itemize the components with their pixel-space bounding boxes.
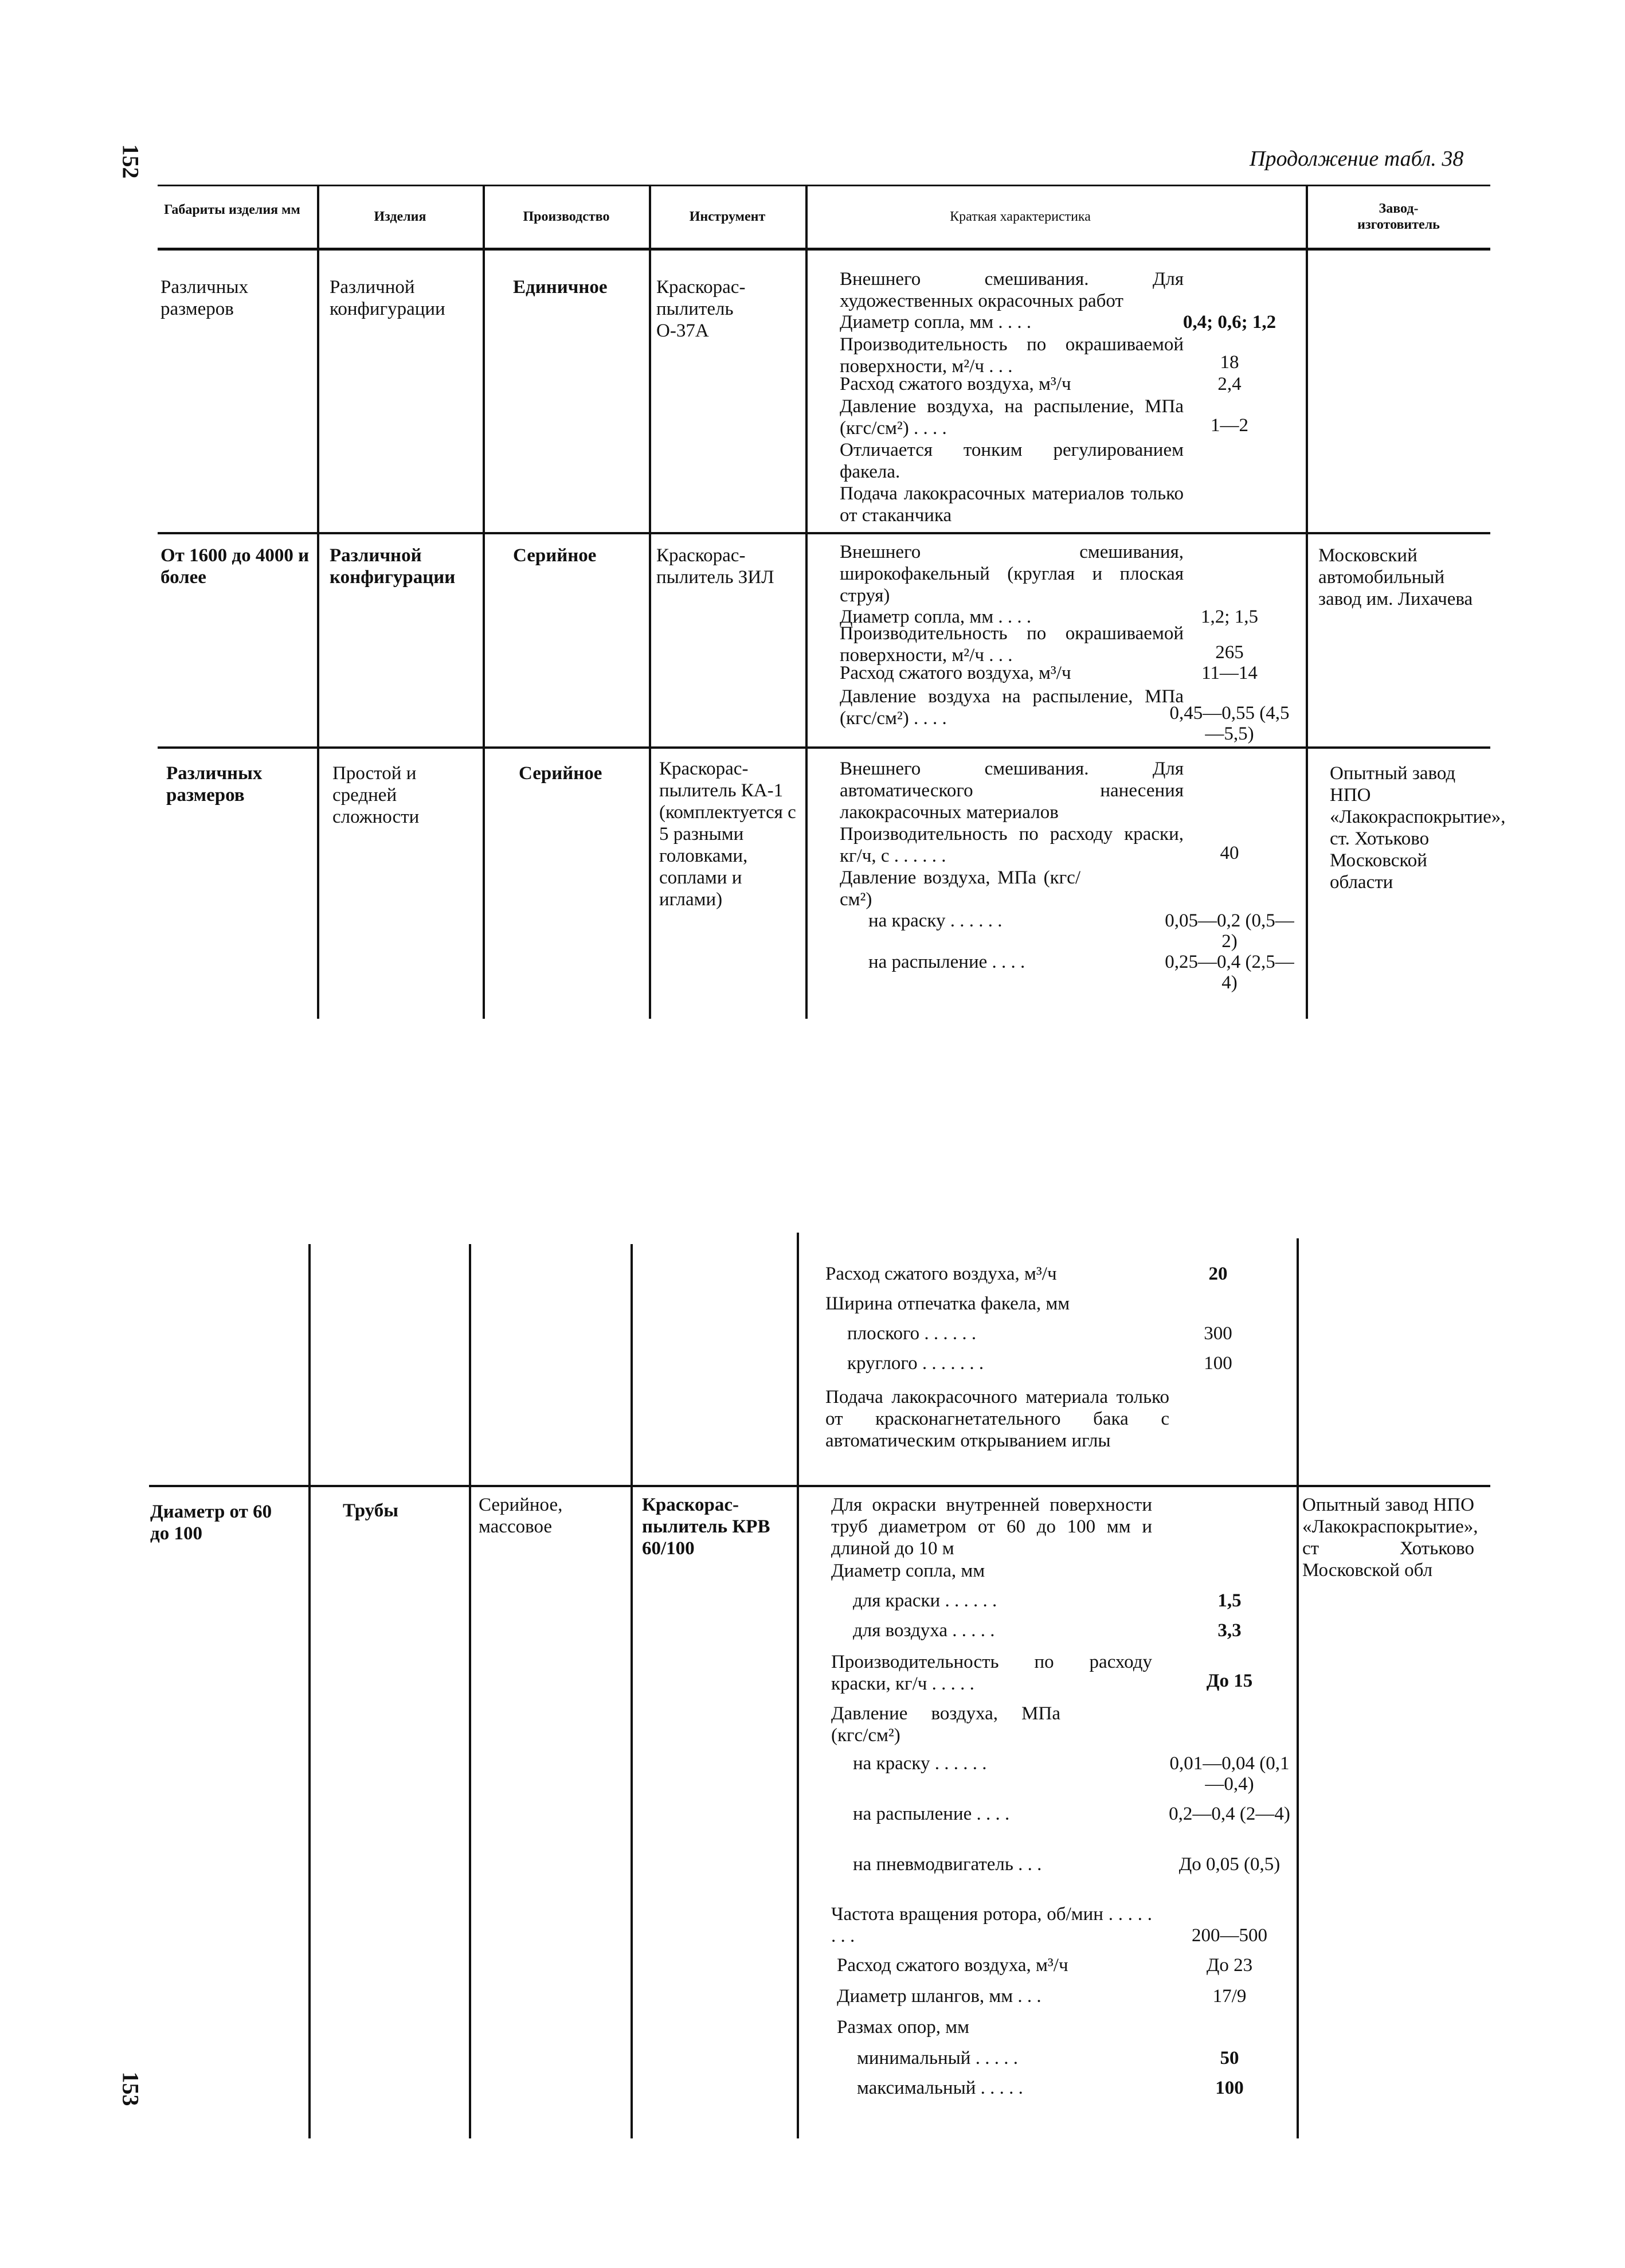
row1-value-productivity: 18 <box>1220 352 1239 373</box>
row2-value-productivity: 265 <box>1215 642 1244 663</box>
row4-production: Серийное, массовое <box>479 1495 563 1537</box>
row4-value-span-min: 50 <box>1220 2048 1239 2068</box>
lower-col-divider-2 <box>469 1244 471 2138</box>
row1-note-torch: Отличается тонким регулированием факела. <box>840 440 1184 482</box>
cont-value-air-flow: 20 <box>1208 1264 1228 1284</box>
cont-value-round: 100 <box>1204 1353 1232 1374</box>
row4-value-nozzle-paint: 1,5 <box>1217 1590 1242 1611</box>
row4-label-productivity: Производительность по расходу краски, кг/ч . . . . . <box>831 1652 1152 1694</box>
row1-value-nozzle: 0,4; 0,6; 1,2 <box>1182 312 1276 333</box>
row4-label-air-flow: Расход сжатого воздуха, м³/ч <box>837 1955 1068 1976</box>
col-divider-4 <box>805 185 808 1019</box>
header-dimensions: Габариты изделия мм <box>164 202 300 217</box>
row3-manufacturer: Опытный завод НПО «Лакокраспокрытие», ст. Хотьково Московской области <box>1330 763 1506 893</box>
row4-value-rotation: 200—500 <box>1192 1925 1267 1946</box>
header-top-rule <box>158 185 1490 186</box>
table-continuation-title: Продолжение табл. 38 <box>1250 147 1464 171</box>
row3-desc-intro: Внешнего смешивания. Для автоматического нанесения лакокрасочных материалов <box>840 758 1184 823</box>
row2-label-nozzle: Диаметр сопла, мм . . . . <box>840 607 1032 627</box>
row4-label-nozzle-air: для воздуха . . . . . <box>853 1620 995 1641</box>
header-tool: Инструмент <box>689 209 766 224</box>
row1-label-pressure: Давление воздуха, на распыление, МПа (кгс/см²) . . . . <box>840 396 1184 439</box>
col-divider-1 <box>317 185 319 1019</box>
header-characteristic: Краткая характеристика <box>950 209 1091 224</box>
row1-note-feed: Подача лакокрасочных материалов только от стаканчика <box>840 483 1184 526</box>
row2-value-air-flow: 11—14 <box>1201 663 1258 683</box>
row3-value-pressure-spray: 0,25—0,4 (2,5—4) <box>1165 952 1294 993</box>
row3-products: Простой и средней сложности <box>332 763 420 827</box>
lower-col-divider-4 <box>797 1233 799 2138</box>
row4-value-nozzle-air: 3,3 <box>1217 1620 1242 1641</box>
row1-label-productivity: Производительность по окрашиваемой поверхности, м²/ч . . . <box>840 334 1184 377</box>
row4-value-pressure-motor: До 0,05 (0,5) <box>1178 1854 1281 1875</box>
row4-tool: Краскорас-пылитель КРВ 60/100 <box>642 1495 770 1559</box>
row3-value-pressure-paint: 0,05—0,2 (0,5—2) <box>1165 910 1294 952</box>
row1-value-air-flow: 2,4 <box>1217 374 1242 394</box>
cont-label-air-flow: Расход сжатого воздуха, м³/ч <box>825 1264 1057 1284</box>
row4-value-hoses: 17/9 <box>1212 1986 1247 2007</box>
row3-label-pressure-paint: на краску . . . . . . <box>868 910 1003 931</box>
row2-value-pressure: 0,45—0,55 (4,5—5,5) <box>1169 703 1290 744</box>
row1-label-air-flow: Расход сжатого воздуха, м³/ч <box>840 374 1071 394</box>
row4-label-span: Размах опор, мм <box>837 2017 970 2038</box>
row3-dimensions: Различных размеров <box>166 763 263 805</box>
page-number-bottom: 153 <box>118 2071 144 2106</box>
row4-dimensions: Диаметр от 60 до 100 <box>150 1501 272 1544</box>
row4-value-pressure-paint: 0,01—0,04 (0,1—0,4) <box>1169 1753 1290 1794</box>
row3-label-pressure: Давление воздуха, МПа (кгс/см²) <box>840 867 1080 910</box>
cont-label-spray-width: Ширина отпечатка факела, мм <box>825 1293 1070 1314</box>
cont-note-feed: Подача лакокрасочного материала только от красконагнетательного бака с автоматическим открыванием иглы <box>825 1387 1169 1451</box>
row2-label-productivity: Производительность по окрашиваемой поверхности, м²/ч . . . <box>840 623 1184 666</box>
row3-label-productivity: Производительность по расходу краски, кг/ч, с . . . . . . <box>840 824 1184 866</box>
row-rule-1 <box>158 532 1490 534</box>
header-products: Изделия <box>374 209 426 224</box>
header-production: Производство <box>523 209 610 224</box>
row2-production: Серийное <box>513 545 597 566</box>
row2-desc-intro: Внешнего смешивания, широкофакельный (круглая и плоская струя) <box>840 542 1184 606</box>
cont-label-flat: плоского . . . . . . <box>847 1323 977 1344</box>
header-manufacturer: Завод-изготовитель <box>1357 201 1440 232</box>
row2-products: Различной конфигурации <box>330 545 456 588</box>
row4-label-span-min: минимальный . . . . . <box>857 2048 1018 2068</box>
row2-label-pressure: Давление воздуха на распыление, МПа (кгс/см²) . . . . <box>840 686 1184 729</box>
row2-label-air-flow: Расход сжатого воздуха, м³/ч <box>840 663 1071 683</box>
lower-col-divider-5 <box>1297 1238 1299 2138</box>
row1-value-pressure: 1—2 <box>1211 415 1248 436</box>
row3-value-productivity: 40 <box>1220 843 1239 863</box>
lower-row-rule <box>149 1485 1490 1487</box>
row2-manufacturer: Московский автомобильный завод им. Лихачева <box>1318 545 1473 609</box>
row4-label-span-max: максимальный . . . . . <box>857 2078 1023 2098</box>
row4-label-nozzle-paint: для краски . . . . . . <box>853 1590 997 1611</box>
row1-products: Различной конфигурации <box>330 277 445 319</box>
page-number-top: 152 <box>118 144 144 179</box>
row4-label-pressure-spray: на распыление . . . . <box>853 1804 1010 1824</box>
row3-tool: Краскорас-пылитель КА-1 (комплектуется с 5 разными головками, соплами и иглами) <box>659 758 796 910</box>
row3-production: Серийное <box>519 763 602 784</box>
col-divider-3 <box>649 185 651 1019</box>
row1-label-nozzle: Диаметр сопла, мм . . . . <box>840 312 1032 333</box>
row4-value-productivity: До 15 <box>1206 1671 1253 1691</box>
row4-label-pressure-motor: на пневмодвигатель . . . <box>853 1854 1042 1875</box>
row-rule-2 <box>158 746 1490 749</box>
row4-label-hoses: Диаметр шлангов, мм . . . <box>837 1986 1041 2007</box>
lower-col-divider-1 <box>308 1244 311 2138</box>
row1-desc-intro: Внешнего смешивания. Для художественных окрасочных работ <box>840 269 1184 311</box>
row3-label-pressure-spray: на распыление . . . . <box>868 952 1025 972</box>
row2-tool: Краскорас-пылитель ЗИЛ <box>656 545 774 588</box>
col-divider-2 <box>483 185 485 1019</box>
row4-manufacturer: Опытный завод НПО «Лакокраспокрытие», ст Хотьково Московской обл <box>1302 1495 1478 1581</box>
row1-tool: Краскорас-пылитель О-37А <box>656 277 746 341</box>
cont-value-flat: 300 <box>1204 1323 1232 1344</box>
row4-value-air-flow: До 23 <box>1206 1955 1253 1976</box>
row1-production: Единичное <box>513 277 608 298</box>
cont-label-round: круглого . . . . . . . <box>847 1353 984 1374</box>
row4-products: Трубы <box>343 1500 399 1521</box>
row4-label-rotation: Частота вращения ротора, об/мин . . . . . . . . <box>831 1904 1152 1946</box>
row4-label-nozzle: Диаметр сопла, мм <box>831 1561 985 1581</box>
row4-value-span-max: 100 <box>1215 2078 1244 2098</box>
col-divider-5 <box>1306 185 1308 1019</box>
row2-value-nozzle: 1,2; 1,5 <box>1201 607 1258 627</box>
row2-dimensions: От 1600 до 4000 и более <box>160 545 310 588</box>
row4-label-pressure: Давление воздуха, МПа (кгс/см²) <box>831 1703 1060 1746</box>
lower-col-divider-3 <box>631 1244 633 2138</box>
header-bottom-rule <box>158 248 1490 251</box>
row4-label-pressure-paint: на краску . . . . . . <box>853 1753 987 1774</box>
row4-value-pressure-spray: 0,2—0,4 (2—4) <box>1169 1804 1290 1824</box>
row1-dimensions: Различных размеров <box>160 277 249 319</box>
row4-desc-intro: Для окраски внутренней поверхности труб диаметром от 60 до 100 мм и длиной до 10 м <box>831 1495 1152 1559</box>
